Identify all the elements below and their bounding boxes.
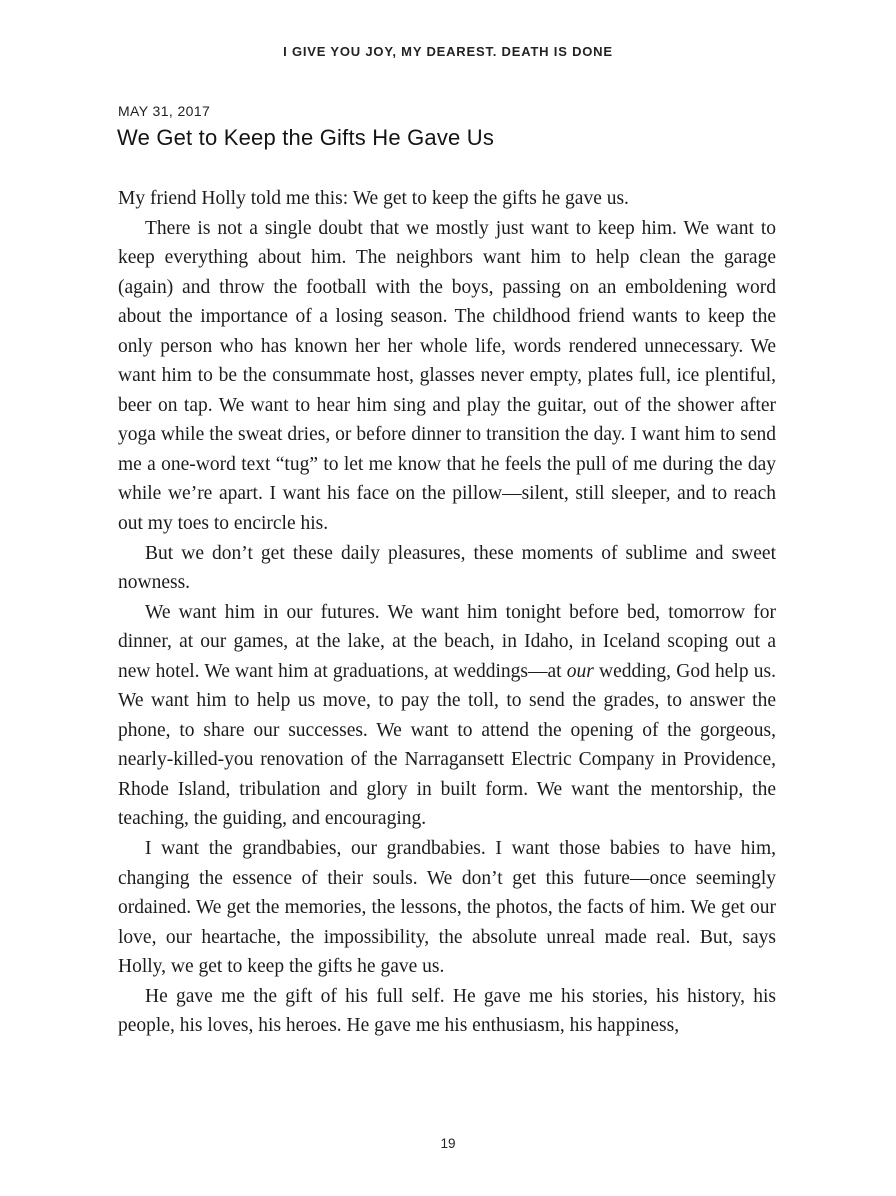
text-segment: There is not a single doubt that we mostly just want to keep him. We want to keep everything about him. The neighbors want him to help clean the garage (again) and throw the football with the boys, passing on an emboldening word about the importance of a losing season. The childhood friend wants to keep the only person who has known her her whole life, words rendered unnecessary. We want him to be the consummate host, glasses never empty, plates full, ice plentiful, beer on tap. We want to hear him sing and play the guitar, out of the shower after yoga while the sweat dries, or before dinner to transition the day. I want him to send me a one-word text “tug” to let me know that he feels the pull of me during the day while we’re apart. I want his face on the pillow—silent, still sleeper, and to reach out my toes to encircle his.	[118, 217, 776, 535]
text-segment: He gave me the gift of his full self. He gave me his stories, his history, his people, his loves, his heroes. He gave me his enthusiasm, his happiness,	[118, 985, 776, 1037]
body-paragraph	[118, 834, 776, 982]
entry-date: MAY 31, 2017	[118, 103, 211, 119]
italic-text: our	[566, 660, 594, 682]
body-paragraph	[118, 598, 776, 834]
text-segment: My friend Holly told me this: We get to keep the gifts he gave us.	[118, 188, 629, 209]
text-segment: I want the grandbabies, our grandbabies. I want those babies to have him, changing the essence of their souls. We don’t get this future—once seemingly ordained. We get the memories, the lessons, the photos, the facts of him. We get our love, our heartache, the impossibility, the absolute unreal made real. But, says Holly, we get to keep the gifts he gave us.	[118, 838, 776, 978]
text-segment: We want him in our futures. We want him tonight before bed, tomorrow for dinner, at our games, at the lake, at the beach, in Idaho, in Iceland scoping out a new hotel. We want him at graduations, at weddings—at	[118, 601, 776, 682]
page-number: 19	[440, 1136, 456, 1151]
chapter-title: We Get to Keep the Gifts He Gave Us	[117, 125, 495, 150]
body-text	[118, 184, 776, 1041]
body-paragraph	[118, 539, 776, 598]
text-segment: But we don’t get these daily pleasures, these moments of sublime and sweet nowness.	[118, 542, 776, 594]
body-paragraph	[118, 184, 776, 214]
text-segment: wedding, God help us. We want him to help us move, to pay the toll, to send the grades, to answer the phone, to share our successes. We want to attend the opening of the gorgeous, nearly-killed-you renovation of the Narragansett Electric Company in Providence, Rhode Island, tribulation and glory in built form. We want the mentorship, the teaching, the guiding, and encouraging.	[118, 660, 776, 830]
body-paragraph	[118, 214, 776, 539]
running-header: I GIVE YOU JOY, MY DEAREST. DEATH IS DONE	[283, 44, 613, 59]
body-paragraph	[118, 982, 776, 1041]
